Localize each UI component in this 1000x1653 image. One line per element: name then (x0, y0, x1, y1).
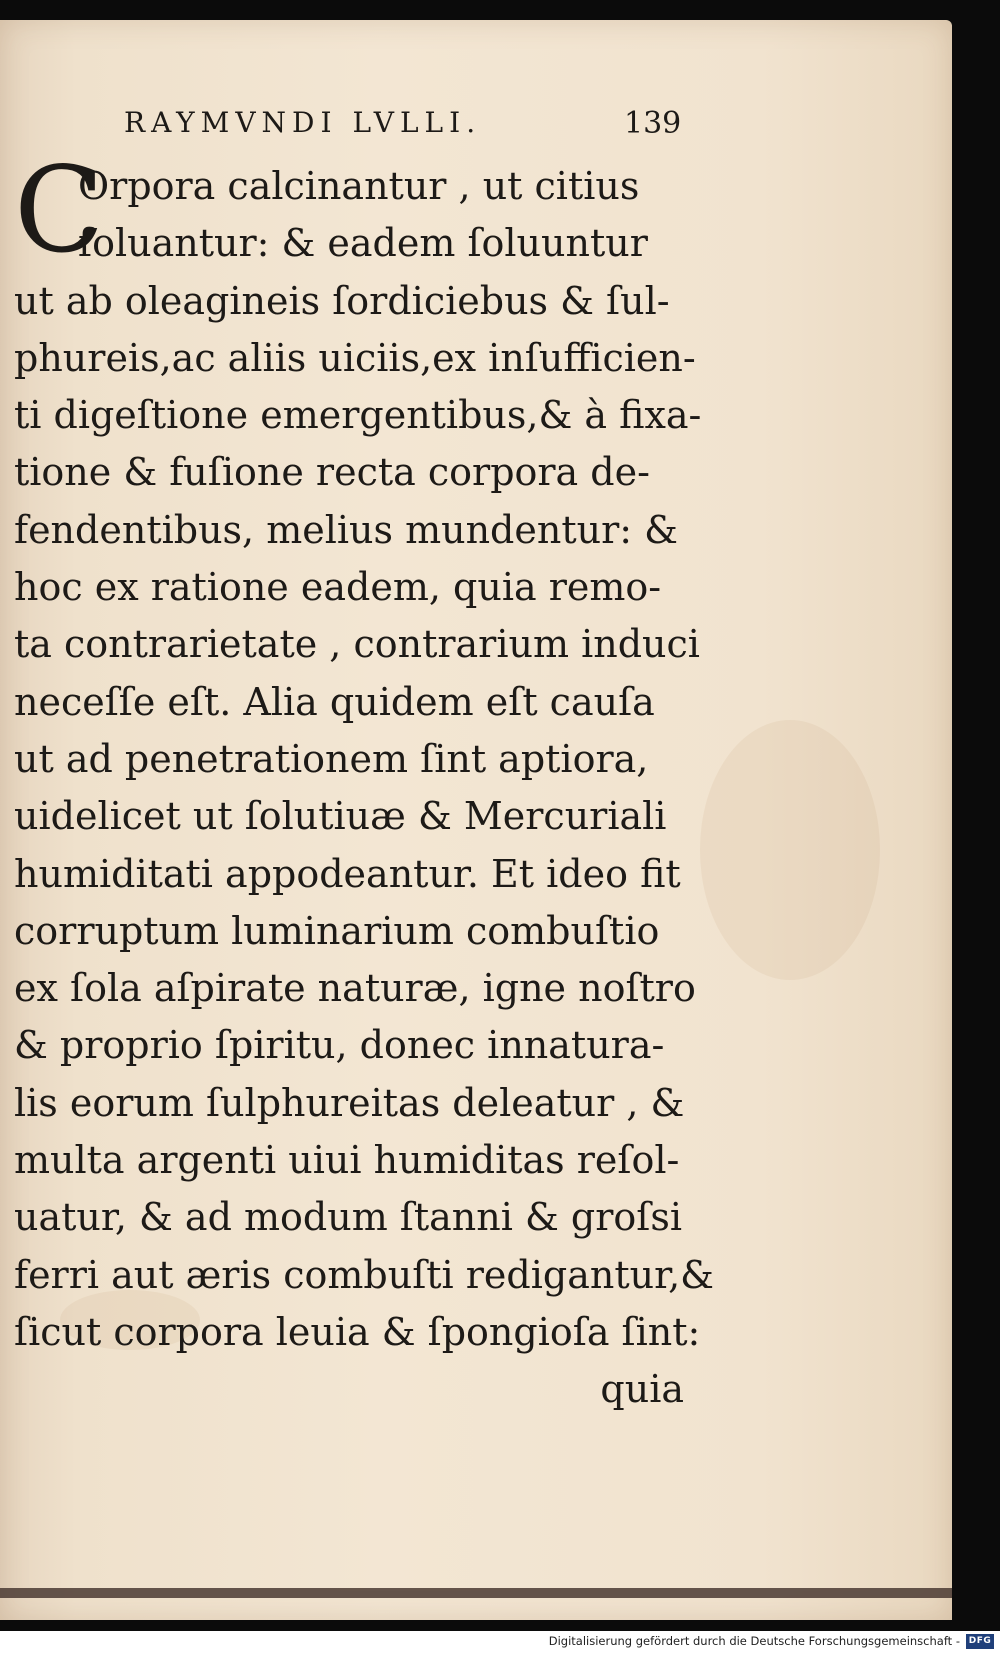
dfg-logo-badge: DFG (966, 1634, 994, 1649)
book-page (0, 20, 952, 1620)
running-head: RAYMVNDI LVLLI. (124, 106, 482, 139)
text-line: fendentibus, melius mundentur: & (14, 507, 678, 552)
text-lines (14, 273, 714, 1362)
text-line: ſoluantur: & eadem ſoluuntur (78, 221, 648, 266)
digitization-credit: Digitalisierung gefördert durch die Deutsche Forschungsgemeinschaft - (548, 1634, 960, 1648)
text-line: uatur, & ad modum ſtanni & groſsi (14, 1195, 682, 1240)
text-line: neceſſe eſt. Alia quidem eſt cauſa (14, 679, 655, 724)
text-line: Orpora calcinantur , ut citius (78, 164, 640, 208)
drop-cap: C (14, 141, 105, 279)
text-line: ti digeſtione emergentibus,& à fixa- (14, 393, 702, 438)
text-line: phureis,ac aliis uiciis,ex inſufficien- (14, 335, 696, 380)
text-line: ex ſola aſpirate naturæ, igne noſtro (14, 966, 696, 1011)
body-text (14, 141, 714, 1419)
text-block (14, 98, 714, 1419)
text-line: uidelicet ut ſolutiuæ & Mercuriali (14, 794, 667, 839)
text-line: ſicut corpora leuia & ſpongioſa ſint: (14, 1309, 701, 1354)
text-line: tione & fuſione recta corpora de- (14, 450, 650, 495)
text-line: ta contrarietate , contrarium induci (14, 622, 700, 667)
paper-stain (700, 720, 880, 980)
text-line: ferri aut æris combuſti redigantur,& (14, 1252, 714, 1297)
catchword: quia (600, 1367, 684, 1412)
text-line: lis eorum ſulphureitas deleatur , & (14, 1080, 685, 1125)
text-line: corruptum luminarium combuſtio (14, 908, 660, 953)
text-line: ut ab oleagineis ſordiciebus & ſul- (14, 278, 670, 323)
text-line: multa argenti uiui humiditas reſol- (14, 1138, 680, 1183)
page-bottom-edge (0, 1588, 952, 1598)
text-line: & proprio ſpiritu, donec innatura- (14, 1023, 665, 1068)
digitization-footer (0, 1631, 1000, 1653)
page-header (14, 98, 714, 158)
text-line: hoc ex ratione eadem, quia remo- (14, 565, 662, 610)
text-line: humiditati appodeantur. Et ideo fit (14, 851, 681, 896)
text-line: ut ad penetrationem ſint aptiora, (14, 736, 649, 781)
page-number: 139 (624, 106, 682, 141)
